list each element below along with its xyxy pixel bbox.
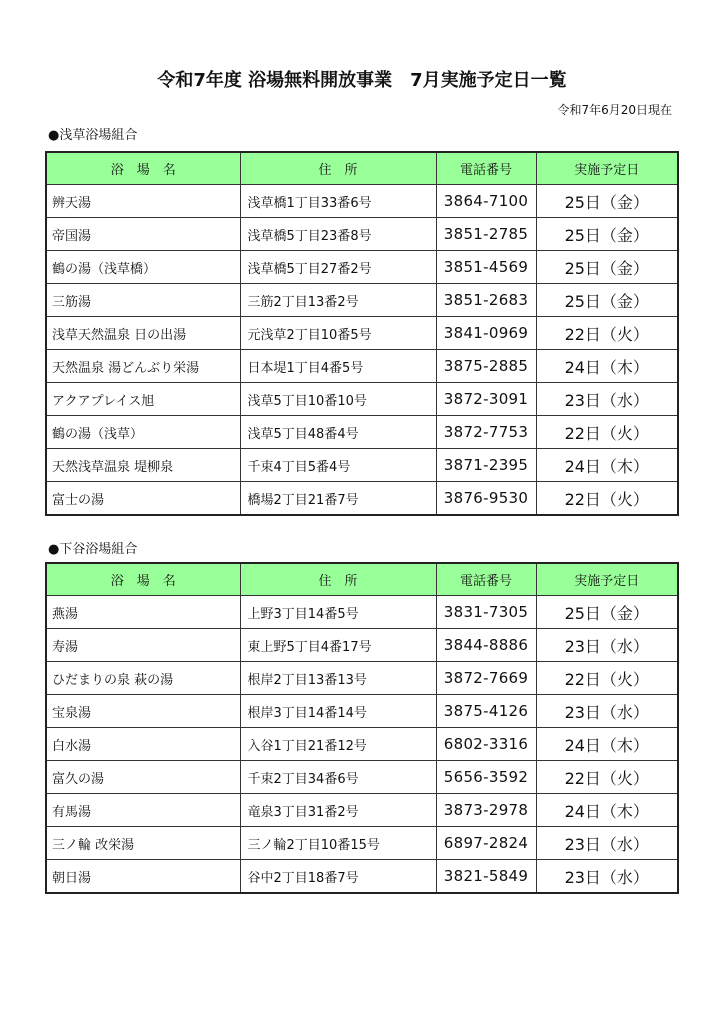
table-row [46,827,678,860]
phone-cell: 3821-5849 [436,860,536,894]
address-cell: 橋場2丁目21番7号 [240,482,436,516]
date-cell: 22日（火） [536,317,678,350]
table-shitaya [45,562,679,894]
bath-name-cell: アクアプレイス旭 [46,383,240,416]
page-title: 令和7年度 浴場無料開放事業 7月実施予定日一覧 [157,70,567,91]
table-row [46,596,678,629]
phone-cell: 6897-2824 [436,827,536,860]
bath-name-cell: 朝日湯 [46,860,240,894]
address-cell: 入谷1丁目21番12号 [240,728,436,761]
address-cell: 浅草5丁目10番10号 [240,383,436,416]
date-cell: 24日（木） [536,794,678,827]
table-row [46,482,678,516]
phone-cell: 5656-3592 [436,761,536,794]
bath-name-cell: 鶴の湯（浅草橋） [46,251,240,284]
header-name: 浴 場 名 [46,563,240,596]
date-cell: 25日（金） [536,218,678,251]
date-cell: 24日（木） [536,350,678,383]
date-cell: 22日（火） [536,482,678,516]
table-body-asakusa [46,185,678,516]
date-cell: 22日（火） [536,416,678,449]
date-cell: 24日（木） [536,449,678,482]
table-row [46,350,678,383]
date-cell: 23日（水） [536,827,678,860]
phone-cell: 3876-9530 [436,482,536,516]
bath-name-cell: 有馬湯 [46,794,240,827]
date-cell: 25日（金） [536,596,678,629]
phone-cell: 3875-4126 [436,695,536,728]
table-row [46,629,678,662]
address-cell: 浅草橋1丁目33番6号 [240,185,436,218]
address-cell: 上野3丁目14番5号 [240,596,436,629]
address-cell: 千束2丁目34番6号 [240,761,436,794]
table-row [46,662,678,695]
phone-cell: 3873-2978 [436,794,536,827]
phone-cell: 3851-2785 [436,218,536,251]
bath-name-cell: 浅草天然温泉 日の出湯 [46,317,240,350]
phone-cell: 3831-7305 [436,596,536,629]
address-cell: 元浅草2丁目10番5号 [240,317,436,350]
phone-cell: 3872-7753 [436,416,536,449]
table-row [46,860,678,894]
bath-name-cell: 天然浅草温泉 堤柳泉 [46,449,240,482]
table-row [46,794,678,827]
address-cell: 三ノ輪2丁目10番15号 [240,827,436,860]
bath-name-cell: 鶴の湯（浅草） [46,416,240,449]
bath-name-cell: 富士の湯 [46,482,240,516]
table-row [46,383,678,416]
table-header-row [46,152,678,185]
address-cell: 日本堤1丁目4番5号 [240,350,436,383]
table-row [46,695,678,728]
phone-cell: 3872-3091 [436,383,536,416]
table-row [46,218,678,251]
header-name: 浴 場 名 [46,152,240,185]
table-row [46,728,678,761]
phone-cell: 3864-7100 [436,185,536,218]
address-cell: 浅草橋5丁目23番8号 [240,218,436,251]
address-cell: 谷中2丁目18番7号 [240,860,436,894]
address-cell: 浅草5丁目48番4号 [240,416,436,449]
address-cell: 根岸2丁目13番13号 [240,662,436,695]
date-cell: 22日（火） [536,761,678,794]
table-row [46,317,678,350]
phone-cell: 3851-4569 [436,251,536,284]
bath-name-cell: 三筋湯 [46,284,240,317]
address-cell: 三筋2丁目13番2号 [240,284,436,317]
date-cell: 22日（火） [536,662,678,695]
bath-name-cell: 三ノ輪 改栄湯 [46,827,240,860]
bath-name-cell: 白水湯 [46,728,240,761]
section-label-shitaya: ●下谷浴場組合 [48,542,138,557]
header-date: 実施予定日 [536,563,678,596]
bath-name-cell: ひだまりの泉 萩の湯 [46,662,240,695]
date-cell: 25日（金） [536,251,678,284]
phone-cell: 3841-0969 [436,317,536,350]
date-cell: 25日（金） [536,284,678,317]
date-cell: 23日（水） [536,383,678,416]
table-row [46,416,678,449]
phone-cell: 3872-7669 [436,662,536,695]
table-row [46,449,678,482]
date-cell: 23日（水） [536,860,678,894]
table-asakusa [45,151,679,516]
address-cell: 千束4丁目5番4号 [240,449,436,482]
date-cell: 25日（金） [536,185,678,218]
header-phone: 電話番号 [436,152,536,185]
phone-cell: 3844-8886 [436,629,536,662]
address-cell: 浅草橋5丁目27番2号 [240,251,436,284]
address-cell: 竜泉3丁目31番2号 [240,794,436,827]
phone-cell: 3851-2683 [436,284,536,317]
table-row [46,185,678,218]
header-phone: 電話番号 [436,563,536,596]
date-cell: 24日（木） [536,728,678,761]
address-cell: 東上野5丁目4番17号 [240,629,436,662]
bath-name-cell: 帝国湯 [46,218,240,251]
phone-cell: 6802-3316 [436,728,536,761]
table-row [46,251,678,284]
bath-name-cell: 寿湯 [46,629,240,662]
as-of-date: 令和7年6月20日現在 [557,103,672,117]
header-date: 実施予定日 [536,152,678,185]
bath-name-cell: 富久の湯 [46,761,240,794]
bath-name-cell: 天然温泉 湯どんぶり栄湯 [46,350,240,383]
date-cell: 23日（水） [536,629,678,662]
table-row [46,284,678,317]
header-address: 住 所 [240,563,436,596]
bath-name-cell: 宝泉湯 [46,695,240,728]
phone-cell: 3875-2885 [436,350,536,383]
date-cell: 23日（水） [536,695,678,728]
bath-name-cell: 燕湯 [46,596,240,629]
bath-name-cell: 辨天湯 [46,185,240,218]
table-row [46,761,678,794]
table-header-row [46,563,678,596]
address-cell: 根岸3丁目14番14号 [240,695,436,728]
table-body-shitaya [46,596,678,894]
phone-cell: 3871-2395 [436,449,536,482]
section-label-asakusa: ●浅草浴場組合 [48,128,138,143]
header-address: 住 所 [240,152,436,185]
